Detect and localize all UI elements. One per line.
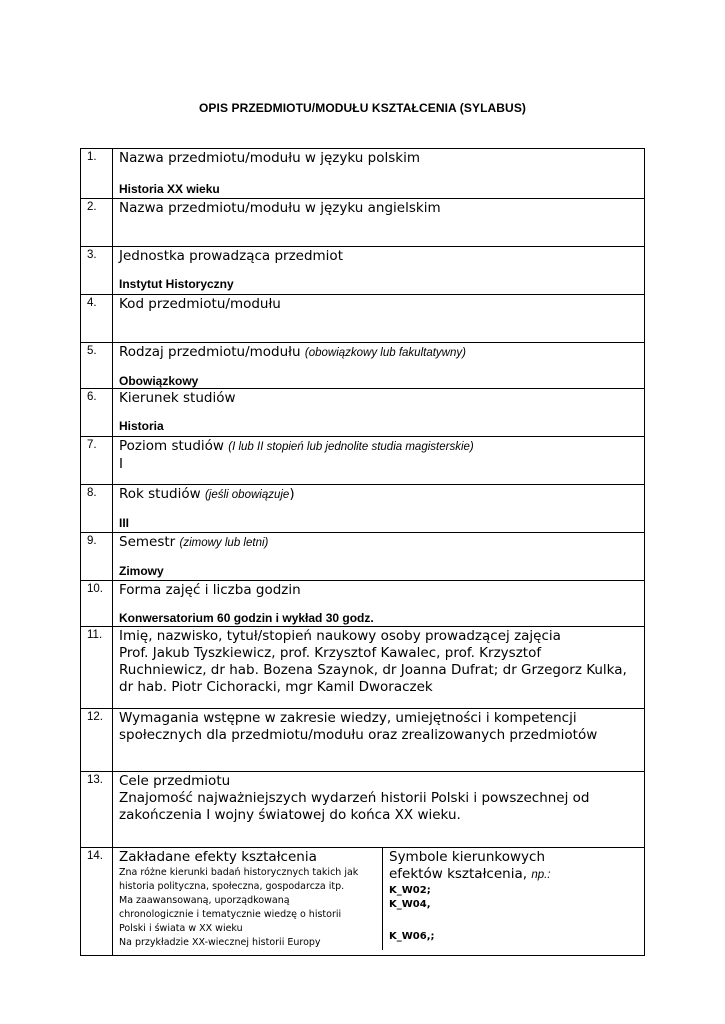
row-number: 7.: [81, 437, 113, 485]
field-value: Historia: [119, 419, 164, 433]
row-number: 1.: [81, 149, 113, 199]
outcome-line: Polski i świata w XX wieku: [119, 923, 243, 934]
row-number: 9.: [81, 533, 113, 581]
row-number: 3.: [81, 247, 113, 295]
field-label-line: społecznych dla przedmiotu/modułu oraz zrealizowanych przedmiotów: [119, 727, 598, 743]
field-label: Cele przedmiotu: [119, 773, 231, 789]
field-label: Jednostka prowadząca przedmiot: [119, 248, 343, 264]
symbols-column: [383, 848, 644, 950]
row-content: [113, 709, 645, 772]
field-note: np.:: [531, 869, 551, 881]
row-number: 5.: [81, 343, 113, 389]
field-value: Konwersatorium 60 godzin i wykład 30 godz.: [119, 611, 374, 625]
row-number: 6.: [81, 389, 113, 437]
row-content: [113, 389, 645, 437]
field-label: Zakładane efekty kształcenia: [119, 849, 317, 865]
table-row: [81, 343, 645, 389]
row-number: 13.: [81, 772, 113, 848]
row-number: 2.: [81, 199, 113, 247]
table-row: [81, 772, 645, 848]
table-row: [81, 627, 645, 709]
row-content: [113, 199, 645, 247]
row-content: [113, 581, 645, 627]
field-label: Nazwa przedmiotu/modułu w języku angielskim: [119, 200, 441, 216]
field-label: Nazwa przedmiotu/modułu w języku polskim: [119, 150, 420, 166]
syllabus-table: [80, 148, 645, 956]
table-row: [81, 485, 645, 533]
field-label: Kierunek studiów: [119, 390, 236, 406]
field-value: III: [119, 516, 130, 530]
outcome-line: Na przykładzie XX-wiecznej historii Europy: [119, 937, 321, 948]
field-label: Rok studiów: [119, 486, 201, 502]
field-value-line: Prof. Jakub Tyszkiewicz, prof. Krzysztof Kawalec, prof. Krzysztof: [119, 645, 542, 661]
outcome-line: Ma zaawansowaną, uporządkowaną: [119, 895, 290, 906]
field-label: Semestr: [119, 534, 176, 550]
table-row: [81, 848, 645, 956]
field-note: (jeśli obowiązuje: [204, 489, 290, 501]
row-content: [113, 149, 645, 199]
field-value: Obowiązkowy: [119, 374, 199, 388]
field-label: Rodzaj przedmiotu/modułu: [119, 344, 301, 360]
row-content: [113, 533, 645, 581]
table-row: [81, 247, 645, 295]
row-number: 12.: [81, 709, 113, 772]
field-note: (I lub II stopień lub jednolite studia magisterskie): [228, 441, 474, 453]
table-row: [81, 437, 645, 485]
field-label: Forma zajęć i liczba godzin: [119, 582, 301, 598]
learning-outcomes: [113, 848, 644, 950]
row-number: 14.: [81, 848, 113, 956]
field-value-line: Ruchniewicz, dr hab. Bozena Szaynok, dr Joanna Dufrat; dr Grzegorz Kulka,: [119, 662, 627, 678]
field-label: Kod przedmiotu/modułu: [119, 296, 281, 312]
field-value: Zimowy: [119, 564, 164, 578]
row-content: [113, 627, 645, 709]
table-row: [81, 533, 645, 581]
outcome-line: chronologicznie i tematycznie wiedzę o historii: [119, 909, 342, 920]
field-value-line: zakończenia I wojny światowej do końca XX wieku.: [119, 807, 461, 823]
row-content: [113, 295, 645, 343]
field-value-line: dr hab. Piotr Cichoracki, mgr Kamil Dworaczek: [119, 679, 433, 695]
row-number: 8.: [81, 485, 113, 533]
field-value: I: [119, 456, 123, 472]
row-content: [113, 485, 645, 533]
table-row: [81, 709, 645, 772]
outcomes-column: [113, 848, 383, 950]
row-number: 10.: [81, 581, 113, 627]
effect-code: K_W06,;: [389, 931, 435, 942]
effect-code: K_W04,: [389, 899, 431, 910]
table-row: [81, 581, 645, 627]
field-label: Symbole kierunkowych: [389, 849, 546, 865]
row-content: [113, 343, 645, 389]
field-value: Historia XX wieku: [119, 182, 220, 196]
table-row: [81, 389, 645, 437]
effect-code: K_W02;: [389, 885, 431, 896]
row-number: 11.: [81, 627, 113, 709]
table-row: [81, 199, 645, 247]
row-content: [113, 772, 645, 848]
row-number: 4.: [81, 295, 113, 343]
field-value: Instytut Historyczny: [119, 277, 234, 291]
outcome-line: historia polityczna, społeczna, gospodarcza itp.: [119, 881, 345, 892]
field-note: (obowiązkowy lub fakultatywny): [304, 347, 466, 359]
field-label-line: Wymagania wstępne w zakresie wiedzy, umiejętności i kompetencji: [119, 710, 577, 726]
field-note-close: ): [289, 486, 295, 502]
row-content: [113, 437, 645, 485]
field-label: Imię, nazwisko, tytuł/stopień naukowy osoby prowadzącej zajęcia: [119, 628, 561, 644]
field-label: efektów kształcenia,: [389, 866, 528, 882]
field-value-line: Znajomość najważniejszych wydarzeń historii Polski i powszechnej od: [119, 790, 590, 806]
field-note: (zimowy lub letni): [179, 537, 269, 549]
field-label: Poziom studiów: [119, 438, 224, 454]
document-title: OPIS PRZEDMIOTU/MODUŁU KSZTAŁCENIA (SYLABUS): [198, 101, 527, 115]
row-content: [113, 848, 645, 956]
outcome-line: Zna różne kierunki badań historycznych takich jak: [119, 867, 359, 878]
row-content: [113, 247, 645, 295]
table-row: [81, 149, 645, 199]
table-row: [81, 295, 645, 343]
